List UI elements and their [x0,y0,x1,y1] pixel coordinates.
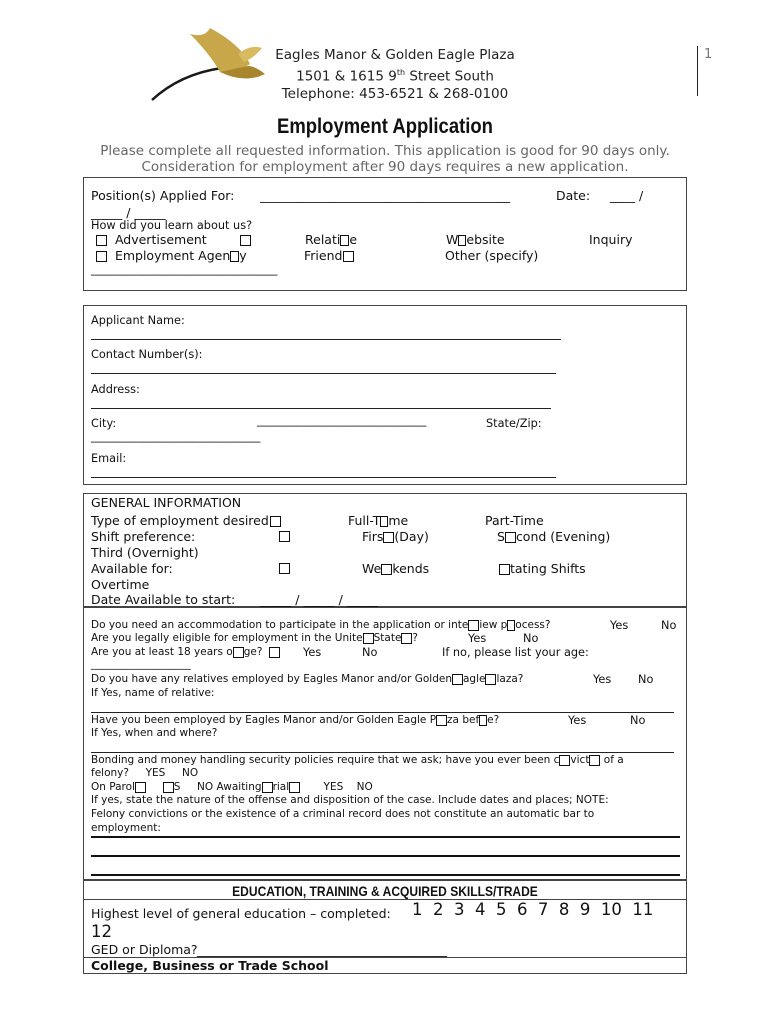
checkbox-overtime[interactable] [279,563,290,574]
eligibility-question: Are you legally eligible for employment in the Unite State ? [91,632,418,644]
city-field[interactable]: ______________________________ [257,414,427,427]
position-field[interactable]: ________________________________________ [260,188,510,203]
contact-field[interactable] [91,373,556,374]
first-shift-option[interactable]: Firs (Day) [362,529,429,544]
intro-line-2: Consideration for employment after 90 days requires a new application. [141,159,629,175]
shift-preference-label: Shift preference: [91,529,196,544]
when-where-label: If Yes, when and where? [91,727,218,739]
date-field-rest[interactable]: _____ / _____ [91,205,166,220]
grade-12-option[interactable]: 12 [91,922,112,941]
grade-options[interactable]: 1 2 3 4 5 6 7 8 9 10 11 [412,900,654,919]
age-field[interactable]: ___________________ [91,658,191,670]
eligibility-no[interactable]: No [523,632,539,645]
previous-employment-yes[interactable]: Yes [568,714,587,727]
friend-option: Friend [304,248,354,263]
general-heading: GENERAL INFORMATION [91,495,242,510]
other-option: Other (specify) [445,248,539,263]
offense-instructions-3: employment: [91,822,161,834]
age-list-label: If no, please list your age: [442,646,589,659]
address-label: Address: [91,383,140,396]
third-shift-option[interactable]: Third (Overnight) [91,545,199,560]
second-shift-option[interactable]: S cond (Evening) [497,529,611,544]
accommodation-yes[interactable]: Yes [610,619,629,632]
relatives-yes[interactable]: Yes [593,673,612,686]
page-title: Employment Application [277,115,493,138]
offense-instructions-2: Felony convictions or the existence of a criminal record does not constitute an automatic bar to [91,808,595,820]
address-field[interactable] [91,408,551,409]
website-option: W ebsite [446,232,505,247]
offense-field-line-1[interactable] [91,836,680,838]
company-telephone: Telephone: 453-6521 & 268-0100 [281,85,509,102]
inquiry-option: Inquiry [589,232,633,247]
accommodation-no[interactable]: No [661,619,677,632]
relatives-no[interactable]: No [638,673,654,686]
weekends-option[interactable]: We kends [362,561,430,576]
state-zip-label: State/Zip: [486,417,542,430]
age-yes[interactable]: Yes [303,646,322,659]
state-zip-field[interactable]: ______________________________ [91,430,261,443]
parole-question[interactable]: On Parol S NO Awaiting rial YES NO [91,781,373,793]
advertisement-option[interactable]: Advertisement [96,232,207,247]
date-field-month[interactable]: ____ / [610,188,644,203]
position-label: Position(s) Applied For: [91,188,235,203]
bonding-text-1: Bonding and money handling security policies require that we ask; have you ever been c vict of a [91,754,624,766]
intro-line-1: Please complete all requested information. This application is good for 90 days only. [100,143,670,159]
employment-type-label: Type of employment desired [91,513,281,528]
relatives-question: Do you have any relatives employed by Eagles Manor and/or Golden agle laza? [91,673,524,685]
previous-employment-no[interactable]: No [630,714,646,727]
checkbox-agency[interactable] [96,251,107,262]
email-label: Email: [91,452,127,465]
date-available-field[interactable]: _____ / _____ / _____ [260,592,379,607]
age-question: Are you at least 18 years o ge? [91,646,280,658]
when-where-field[interactable] [91,752,674,753]
email-field[interactable] [91,477,556,478]
offense-instructions-1: If yes, state the nature of the offense and disposition of the case. Include dates and places; NOTE: [91,794,609,806]
contact-label: Contact Number(s): [91,348,203,361]
education-level-label: Highest level of general education – completed: [91,906,391,921]
education-heading: EDUCATION, TRAINING & ACQUIRED SKILLS/TRADE [232,883,538,899]
full-time-option[interactable]: Full-T me [348,513,409,528]
city-label: City: [91,417,117,430]
checkbox-relative[interactable] [240,235,251,246]
date-available-label: Date Available to start: [91,592,236,607]
other-field[interactable]: _________________________________ [91,263,278,276]
page-number: 1 [704,47,713,62]
checkbox-first-shift[interactable] [279,531,290,542]
applicant-name-label: Applicant Name: [91,314,185,327]
company-address: 1501 & 1615 9th Street South [296,68,494,85]
age-no[interactable]: No [362,646,378,659]
overtime-option[interactable]: Overtime [91,577,150,592]
rotating-shifts-option[interactable]: tating Shifts [499,561,586,576]
college-heading: College, Business or Trade School [91,958,329,973]
accommodation-question: Do you need an accommodation to participate in the application or inte iew p ocess? [91,619,551,631]
available-for-label: Available for: [91,561,173,576]
offense-field-line-2[interactable] [91,855,680,857]
applicant-section [83,305,687,485]
eligibility-yes[interactable]: Yes [468,632,487,645]
offense-field-line-3[interactable] [91,874,680,876]
page-number-divider [697,46,698,96]
relative-name-label: If Yes, name of relative: [91,687,215,699]
learn-label: How did you learn about us? [91,219,253,232]
felony-question[interactable]: felony? YES NO [91,767,199,779]
relative-name-field[interactable] [91,712,674,713]
part-time-option[interactable]: Part-Time [485,513,544,528]
company-name: Eagles Manor & Golden Eagle Plaza [275,47,515,63]
relative-option: Relati e [305,232,358,247]
agency-option[interactable]: Employment Agen y [96,248,247,263]
previous-employment-question: Have you been employed by Eagles Manor and/or Golden Eagle P za bef e? [91,714,500,726]
checkbox-advertisement[interactable] [96,235,107,246]
date-label: Date: [556,188,591,203]
applicant-name-field[interactable] [91,339,561,340]
ged-field[interactable]: ________________________________________ [197,942,447,957]
ged-label: GED or Diploma? [91,942,198,957]
